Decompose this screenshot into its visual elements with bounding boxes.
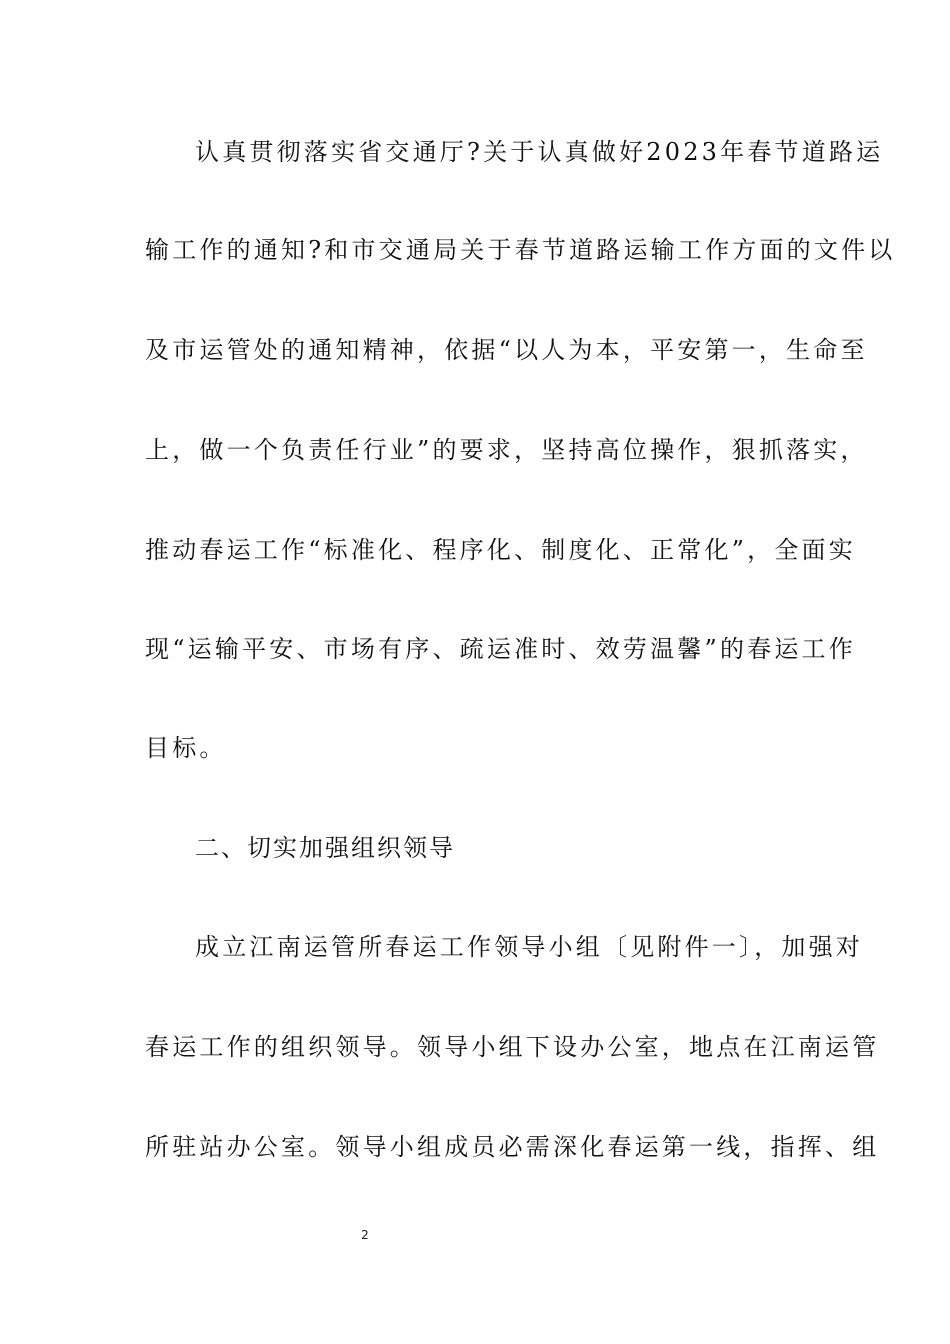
- paragraph-line-8: 成立江南运管所春运工作领导小组〔见附件一〕，加强对: [195, 933, 863, 961]
- section-heading: 二、切实加强组织领导: [195, 834, 455, 862]
- paragraph-line-5: 推动春运工作“标准化、程序化、制度化、正常化”，全面实: [145, 536, 856, 564]
- paragraph-line-4: 上，做一个负责任行业”的要求，坚持高位操作，狠抓落实，: [145, 436, 868, 464]
- paragraph-line-3: 及市运管处的通知精神，依据“以人为本，平安第一，生命至: [145, 336, 868, 364]
- paragraph-line-6: 现“运输平安、市场有序、疏运准时、效劳温馨”的春运工作: [145, 635, 856, 663]
- paragraph-line-7: 目标。: [145, 734, 227, 762]
- paragraph-line-2: 输工作的通知?和市交通局关于春节道路运输工作方面的文件以: [145, 236, 896, 264]
- paragraph-line-1: 认真贯彻落实省交通厅?关于认真做好2023年春节道路运: [195, 138, 884, 166]
- paragraph-line-10: 所驻站办公室。领导小组成员必需深化春运第一线，指挥、组: [145, 1133, 880, 1161]
- paragraph-line-9: 春运工作的组织领导。领导小组下设办公室，地点在江南运管: [145, 1033, 880, 1061]
- page-number: 2: [361, 1228, 369, 1242]
